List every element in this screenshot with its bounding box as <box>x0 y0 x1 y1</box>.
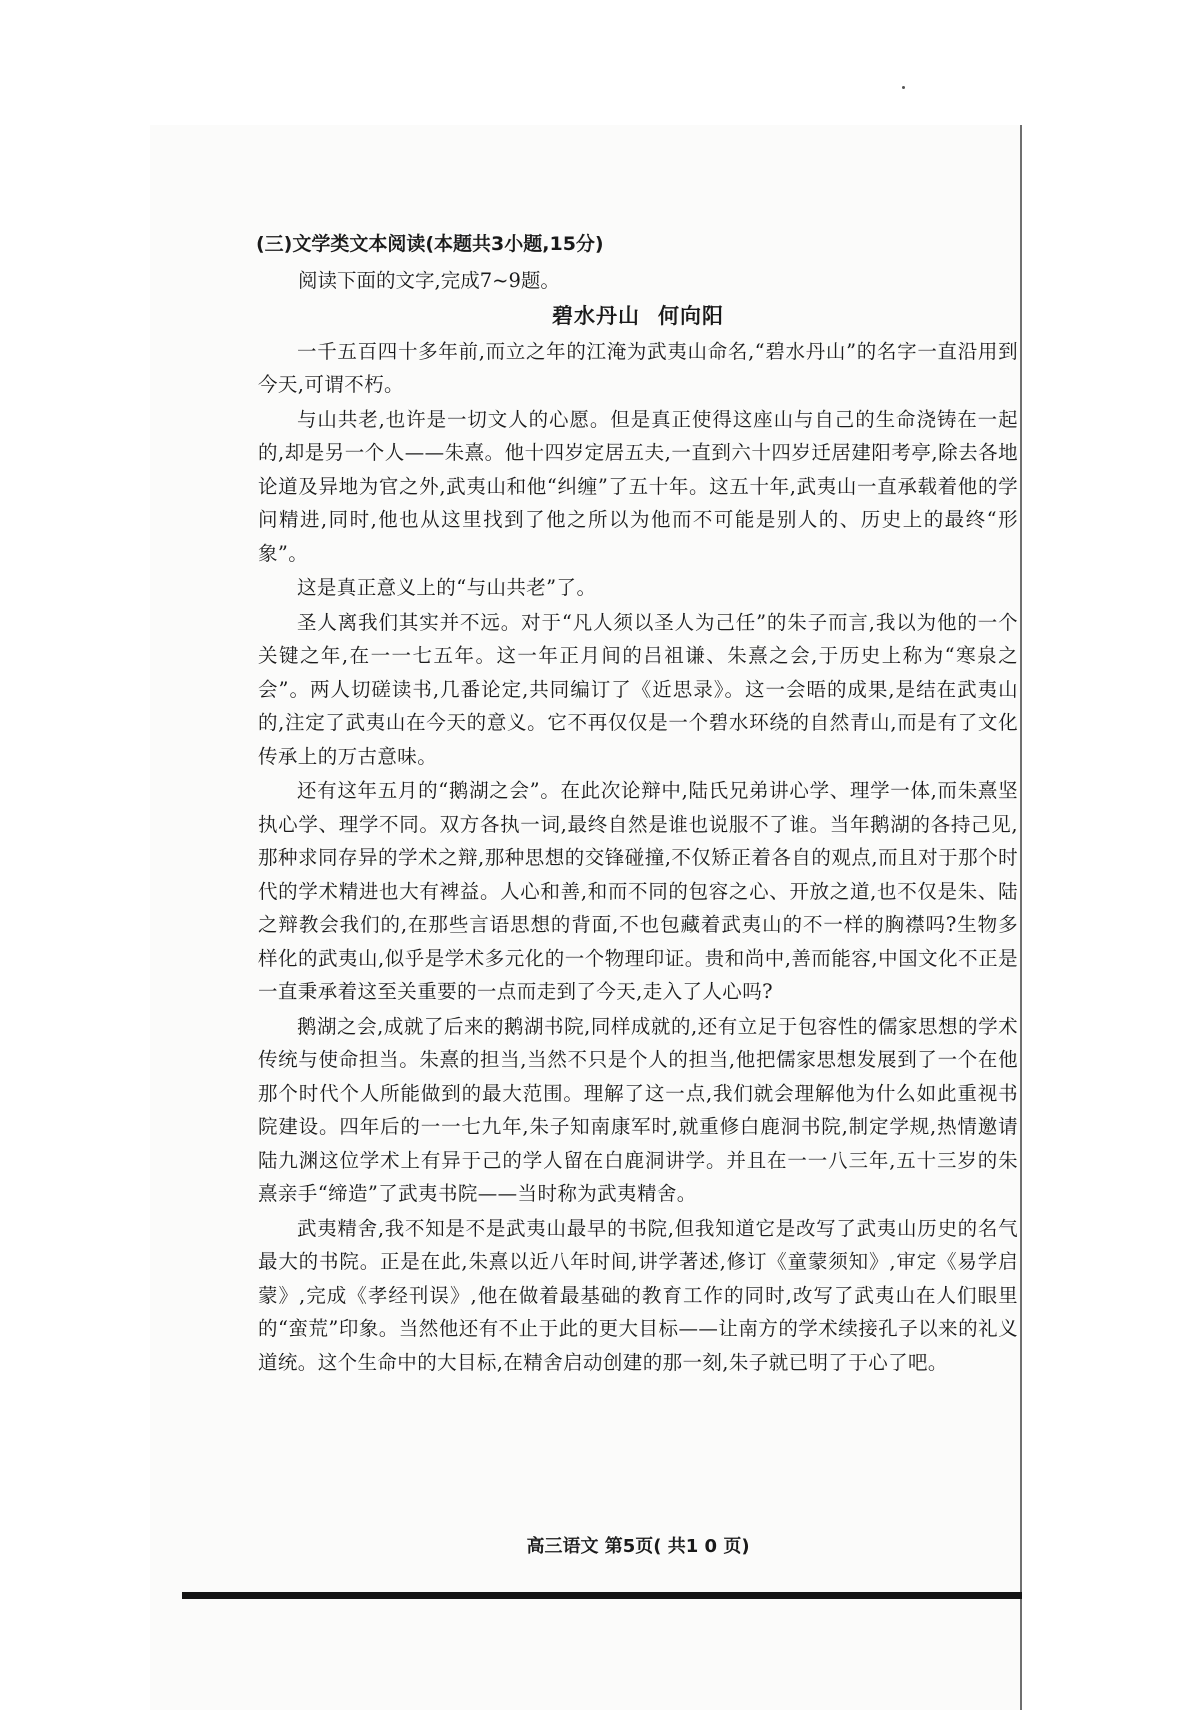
paragraph-6: 鹅湖之会,成就了后来的鹅湖书院,同样成就的,还有立足于包容性的儒家思想的学术传统与使命担当。朱熹的担当,当然不只是个人的担当,他把儒家思想发展到了一个在他那个时代个人所能做到的最大范围。理解了这一点,我们就会理解他为什么如此重视书院建设。四年后的一一七九年,朱子知南康军时,就重修白鹿洞书院,制定学规,热情邀请陆九渊这位学术上有异于己的学人留在白鹿洞讲学。并且在一一八三年,五十三岁的朱熹亲手“缔造”了武夷书院——当时称为武夷精舍。 <box>258 1014 1018 1205</box>
section-heading: (三)文学类文本阅读(本题共3小题,15分) <box>256 233 604 255</box>
document-content <box>258 228 1018 1380</box>
article-author: 何向阳 <box>658 303 724 328</box>
reading-instruction: 阅读下面的文字,完成7~9题。 <box>298 268 560 292</box>
paragraph-3: 这是真正意义上的“与山共老”了。 <box>297 576 597 599</box>
paragraph-1: 一千五百四十多年前,而立之年的江淹为武夷山命名,“碧水丹山”的名字一直沿用到今天,可谓不朽。 <box>258 339 1018 396</box>
paragraph-5: 还有这年五月的“鹅湖之会”。在此次论辩中,陆氏兄弟讲心学、理学一体,而朱熹坚执心学、理学不同。双方各执一词,最终自然是谁也说服不了谁。当年鹅湖的各持己见,那种求同存异的学术之辩,那种思想的交锋碰撞,不仅矫正着各自的观点,而且对于那个时代的学术精进也大有裨益。人心和善,和而不同的包容之心、开放之道,也不仅是朱、陆之辩教会我们的,在那些言语思想的背面,不也包藏着武夷山的不一样的胸襟吗?生物多样化的武夷山,似乎是学术多元化的一个物理印证。贵和尚中,善而能容,中国文化不正是一直秉承着这至关重要的一点而走到了今天,走入了人心吗? <box>258 779 1018 1003</box>
scan-edge-bar <box>182 1592 1022 1599</box>
paragraph-4: 圣人离我们其实并不远。对于“凡人须以圣人为己任”的朱子而言,我以为他的一个关键之年,在一一七五年。这一年正月间的吕祖谦、朱熹之会,于历史上称为“寒泉之会”。两人切磋读书,几番论定,共同编订了《近思录》。这一会晤的成果,是结在武夷山的,注定了武夷山在今天的意义。它不再仅仅是一个碧水环绕的自然青山,而是有了文化传承上的万古意味。 <box>258 610 1018 768</box>
paragraph-7: 武夷精舍,我不知是不是武夷山最早的书院,但我知道它是改写了武夷山历史的名气最大的书院。正是在此,朱熹以近八年时间,讲学著述,修订《童蒙须知》,审定《易学启蒙》,完成《孝经刊误》,他在做着最基础的教育工作的同时,改写了武夷山在人们眼里的“蛮荒”印象。当然他还有不止于此的更大目标——让南方的学术续接孔子以来的礼义道统。这个生命中的大目标,在精舍启动创建的那一刻,朱子就已明了于心了吧。 <box>258 1216 1018 1374</box>
page-footer: 高三语文 第5页( 共1 0 页) <box>526 1536 750 1557</box>
article-title-line <box>258 299 1018 333</box>
paragraph-2: 与山共老,也许是一切文人的心愿。但是真正使得这座山与自己的生命浇铸在一起的,却是另一个人——朱熹。他十四岁定居五夫,一直到六十四岁迁居建阳考亭,除去各地论道及异地为官之外,武夷山和他“纠缠”了五十年。这五十年,武夷山一直承载着他的学问精进,同时,他也从这里找到了他之所以为他而不可能是别人的、历史上的最终“形象”。 <box>258 407 1018 565</box>
article-title: 碧水丹山 <box>552 303 640 328</box>
scan-speck <box>902 86 905 89</box>
